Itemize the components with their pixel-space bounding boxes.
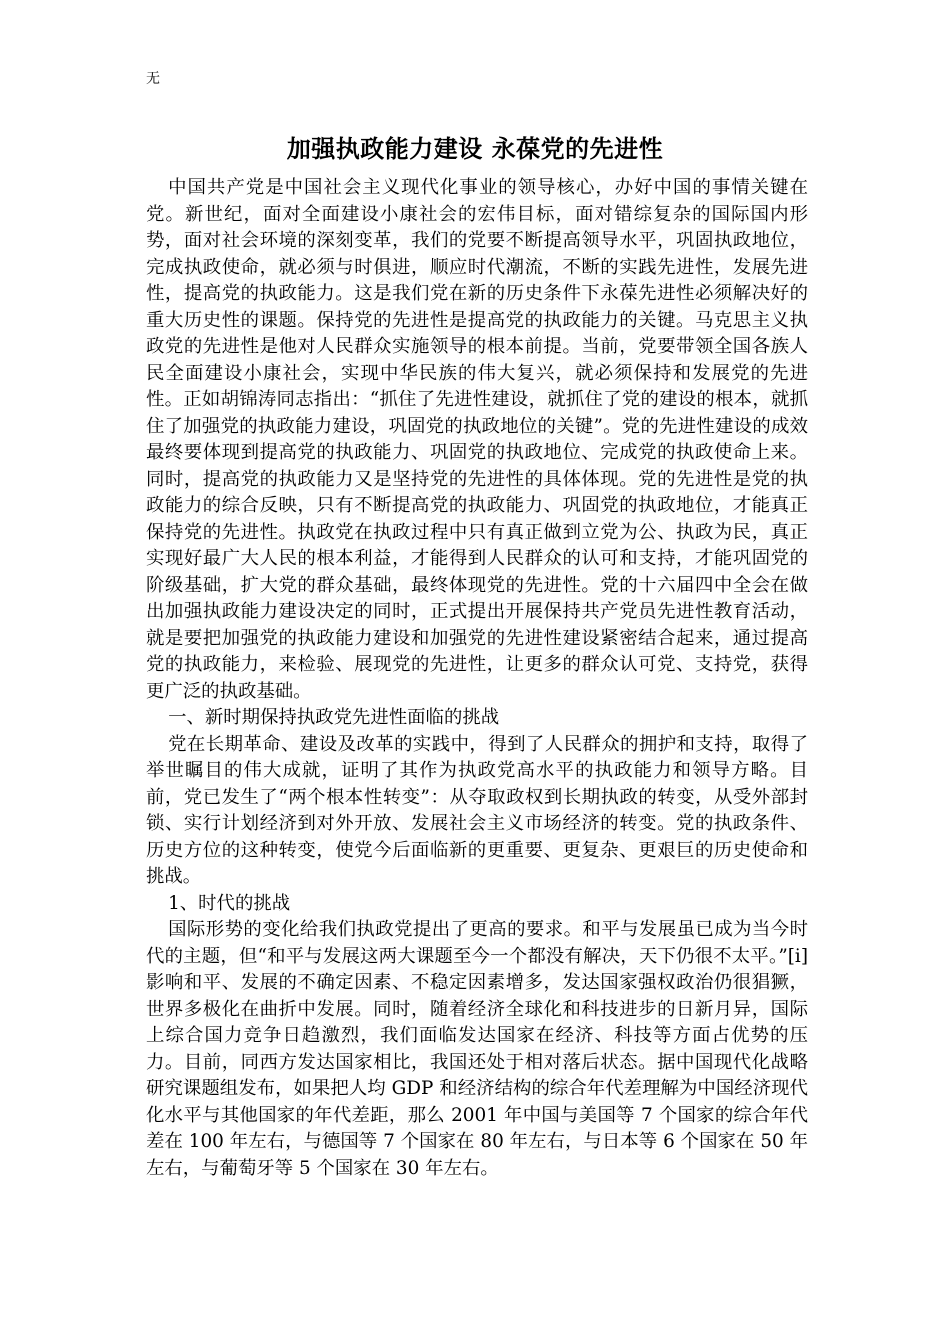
subsection-heading-1: 1、时代的挑战 bbox=[168, 892, 291, 914]
header-mark: 无 bbox=[146, 71, 160, 87]
paragraph-subsection-1: 国际形势的变化给我们执政党提出了更高的要求。和平与发展虽已成为当今时代的主题，但“和平与发展这两大课题至今一个都没有解决，天下仍很不太平。”[i]影响和平、发展的不确定因素、不稳定因素增多，发达国家强权政治仍很猖獗，世界多极化在曲折中发展。同时，随着经济全球化和科技进步的日新月异，国际上综合国力竞争日趋激烈，我们面临发达国家在经济、科技等方面占优势的压力。目前，同西方发达国家相比，我国还处于相对落后状态。据中国现代化战略研究课题组发布，如果把人均 GDP 和经济结构的综合年代差理解为中国经济现代化水平与其他国家的年代差距，那么 2001 年中国与美国等 7 个国家的综合年代差在 100 年左右，与德国等 7 个国家在 80 年左右，与日本等 6 个国家在 50 年左右，与葡萄牙等 5 个国家在 30 年左右。 bbox=[146, 919, 808, 1179]
document-title: 加强执政能力建设 永葆党的先进性 bbox=[286, 134, 664, 163]
paragraph-intro: 中国共产党是中国社会主义现代化事业的领导核心，办好中国的事情关键在党。新世纪，面对全面建设小康社会的宏伟目标，面对错综复杂的国际国内形势，面对社会环境的深刻变革，我们的党要不断提高领导水平，巩固执政地位，完成执政使命，就必须与时俱进，顺应时代潮流，不断的实践先进性，发展先进性，提高党的执政能力。这是我们党在新的历史条件下永葆先进性必须解决好的重大历史性的课题。保持党的先进性是提高党的执政能力的关键。马克思主义执政党的先进性是他对人民群众实施领导的根本前提。当前，党要带领全国各族人民全面建设小康社会，实现中华民族的伟大复兴，就必须保持和发展党的先进性。正如胡锦涛同志指出：“抓住了先进性建设，就抓住了党的建设的根本，就抓住了加强党的执政能力建设，巩固党的执政地位的关键”。党的先进性建设的成效最终要体现到提高党的执政能力、巩固党的执政地位、完成党的执政使命上来。同时，提高党的执政能力又是坚持党的先进性的具体体现。党的先进性是党的执政能力的综合反映，只有不断提高党的执政能力、巩固党的执政地位，才能真正保持党的先进性。执政党在执政过程中只有真正做到立党为公、执政为民，真正实现好最广大人民的根本利益，才能得到人民群众的认可和支持，才能巩固党的阶级基础，扩大党的群众基础，最终体现党的先进性。党的十六届四中全会在做出加强执政能力建设决定的同时，正式提出开展保持共产党员先进性教育活动，就是要把加强党的执政能力建设和加强党的先进性建设紧密结合起来，通过提高党的执政能力，来检验、展现党的先进性，让更多的群众认可党、支持党，获得更广泛的执政基础。 bbox=[146, 177, 808, 702]
paragraph-section-1: 党在长期革命、建设及改革的实践中，得到了人民群众的拥护和支持，取得了举世瞩目的伟大成就，证明了其作为执政党高水平的执政能力和领导方略。目前，党已发生了“两个根本性转变”：从夺取政权到长期执政的转变，从受外部封锁、实行计划经济到对外开放、发展社会主义市场经济的转变。党的执政条件、历史方位的这种转变，使党今后面临新的更重要、更复杂、更艰巨的历史使命和挑战。 bbox=[146, 733, 808, 887]
document-body bbox=[146, 175, 808, 1182]
section-heading-1: 一、新时期保持执政党先进性面临的挑战 bbox=[168, 707, 500, 728]
